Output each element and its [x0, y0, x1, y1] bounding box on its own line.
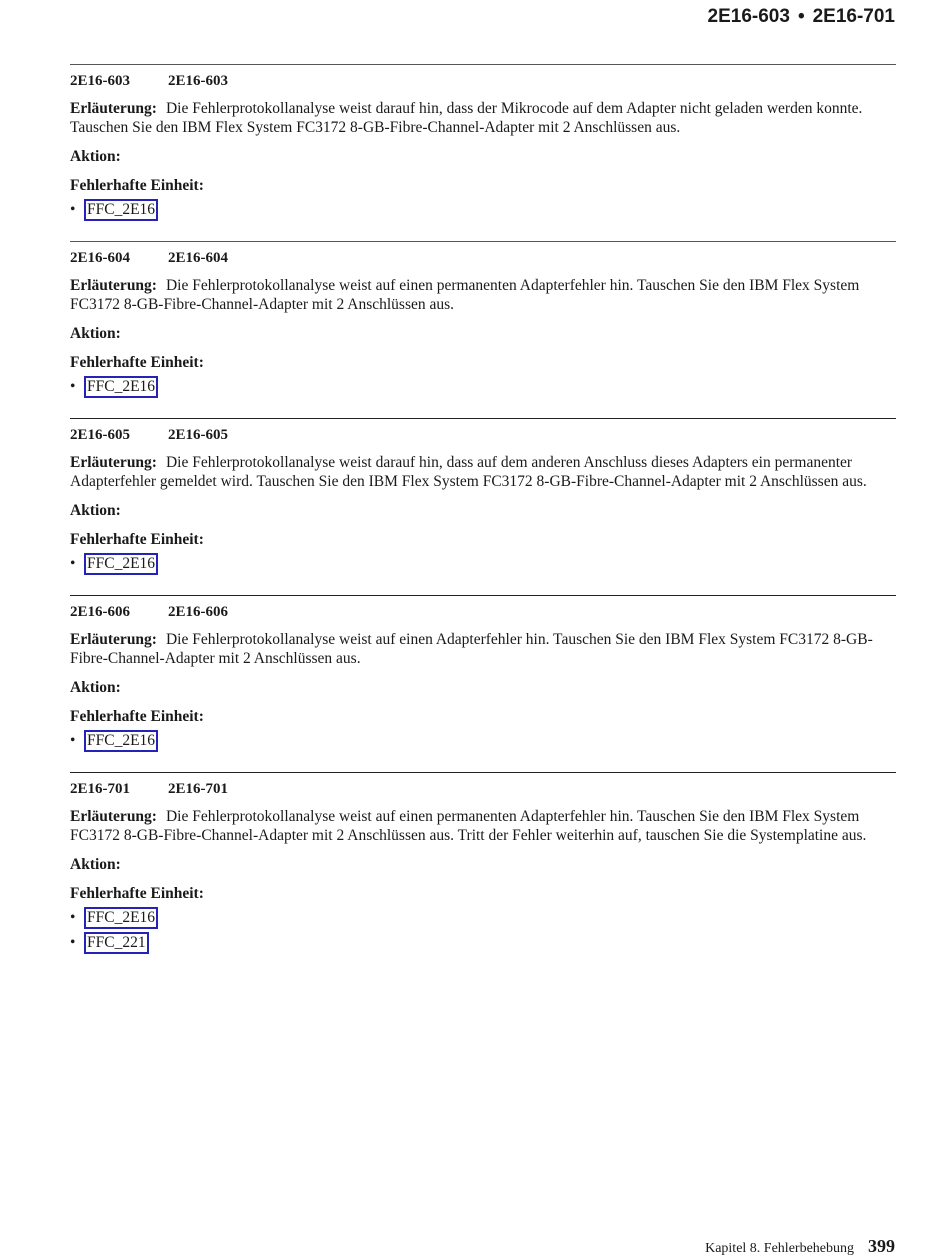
list-item [70, 199, 896, 220]
faulty-unit-list [70, 553, 896, 574]
list-item [70, 730, 896, 751]
explanation-text: Die Fehlerprotokollanalyse weist auf einen Adapterfehler hin. Tauschen Sie den IBM Flex System FC3172 8-GB-Fibre-Channel-Adapter mit 2 Anschlüssen aus. [70, 631, 873, 667]
action-label: Aktion: [70, 856, 121, 873]
faulty-unit-label: Fehlerhafte Einheit: [70, 531, 204, 548]
ffc-link[interactable]: FFC_2E16 [84, 199, 158, 221]
entry-title [70, 602, 896, 622]
ffc-link[interactable]: FFC_2E16 [84, 376, 158, 398]
list-item [70, 907, 896, 928]
running-header [708, 6, 895, 28]
header-code-left: 2E16-603 [707, 6, 790, 27]
entry-code-repeat: 2E16-604 [168, 250, 228, 266]
error-entry [70, 595, 896, 751]
faulty-unit-label: Fehlerhafte Einheit: [70, 354, 204, 371]
faulty-unit-label: Fehlerhafte Einheit: [70, 708, 204, 725]
explanation [70, 453, 896, 491]
explanation-text: Die Fehlerprotokollanalyse weist darauf hin, dass der Mikrocode auf dem Adapter nicht geladen werden konnte. Tauschen Sie den IBM Flex System FC3172 8-GB-Fibre-Channel-Adapter mit 2 Anschlüssen aus. [70, 100, 863, 136]
ffc-link[interactable]: FFC_2E16 [84, 907, 158, 929]
ffc-link[interactable]: FFC_2E16 [84, 730, 158, 752]
page-number: 399 [868, 1236, 895, 1256]
faulty-unit-label: Fehlerhafte Einheit: [70, 177, 204, 194]
entry-title [70, 425, 896, 445]
explanation-label: Erläuterung: [70, 808, 157, 825]
entry-code: 2E16-701 [70, 781, 130, 797]
explanation-label: Erläuterung: [70, 631, 157, 648]
list-item [70, 932, 896, 953]
list-item [70, 553, 896, 574]
page-footer [705, 1236, 895, 1257]
ffc-link[interactable]: FFC_2E16 [84, 553, 158, 575]
faulty-unit-list [70, 376, 896, 397]
explanation [70, 630, 896, 668]
explanation [70, 807, 896, 845]
faulty-unit-list [70, 907, 896, 953]
entry-code: 2E16-605 [70, 427, 130, 443]
explanation-text: Die Fehlerprotokollanalyse weist auf einen permanenten Adapterfehler hin. Tauschen Sie den IBM Flex System FC3172 8-GB-Fibre-Channel-Adapter mit 2 Anschlüssen aus. Tritt der Fehler weiterhin auf, tauschen Sie die Systemplatine aus. [70, 808, 867, 844]
error-entry [70, 418, 896, 574]
faulty-unit-list [70, 199, 896, 220]
error-code-list [70, 64, 896, 974]
bullet: • [70, 934, 76, 951]
entry-code-repeat: 2E16-701 [168, 781, 228, 797]
entry-code: 2E16-606 [70, 604, 130, 620]
bullet: • [70, 909, 76, 926]
entry-code: 2E16-603 [70, 73, 130, 89]
bullet: • [70, 378, 76, 395]
header-separator: • [797, 6, 805, 27]
entry-title [70, 71, 896, 91]
entry-title [70, 248, 896, 268]
action-label: Aktion: [70, 679, 121, 696]
explanation-text: Die Fehlerprotokollanalyse weist auf einen permanenten Adapterfehler hin. Tauschen Sie den IBM Flex System FC3172 8-GB-Fibre-Channel-Adapter mit 2 Anschlüssen aus. [70, 277, 860, 313]
bullet: • [70, 555, 76, 572]
list-item [70, 376, 896, 397]
faulty-unit-list [70, 730, 896, 751]
explanation-text: Die Fehlerprotokollanalyse weist darauf hin, dass auf dem anderen Anschluss dieses Adapters ein permanenter Adapterfehler gemeldet wird. Tauschen Sie den IBM Flex System FC3172 8-GB-Fibre-Channel-Adapter mit 2 Anschlüssen aus. [70, 454, 867, 490]
error-entry [70, 241, 896, 397]
ffc-link[interactable]: FFC_221 [84, 932, 149, 954]
entry-code-repeat: 2E16-603 [168, 73, 228, 89]
bullet: • [70, 201, 76, 218]
entry-code-repeat: 2E16-606 [168, 604, 228, 620]
entry-title [70, 779, 896, 799]
header-code-right: 2E16-701 [812, 6, 895, 27]
explanation-label: Erläuterung: [70, 454, 157, 471]
action-label: Aktion: [70, 148, 121, 165]
explanation-label: Erläuterung: [70, 100, 157, 117]
entry-code: 2E16-604 [70, 250, 130, 266]
error-entry [70, 64, 896, 220]
action-label: Aktion: [70, 502, 121, 519]
explanation [70, 276, 896, 314]
faulty-unit-label: Fehlerhafte Einheit: [70, 885, 204, 902]
footer-chapter: Kapitel 8. Fehlerbehebung [705, 1241, 854, 1256]
entry-code-repeat: 2E16-605 [168, 427, 228, 443]
explanation-label: Erläuterung: [70, 277, 157, 294]
error-entry [70, 772, 896, 953]
action-label: Aktion: [70, 325, 121, 342]
explanation [70, 99, 896, 137]
bullet: • [70, 732, 76, 749]
